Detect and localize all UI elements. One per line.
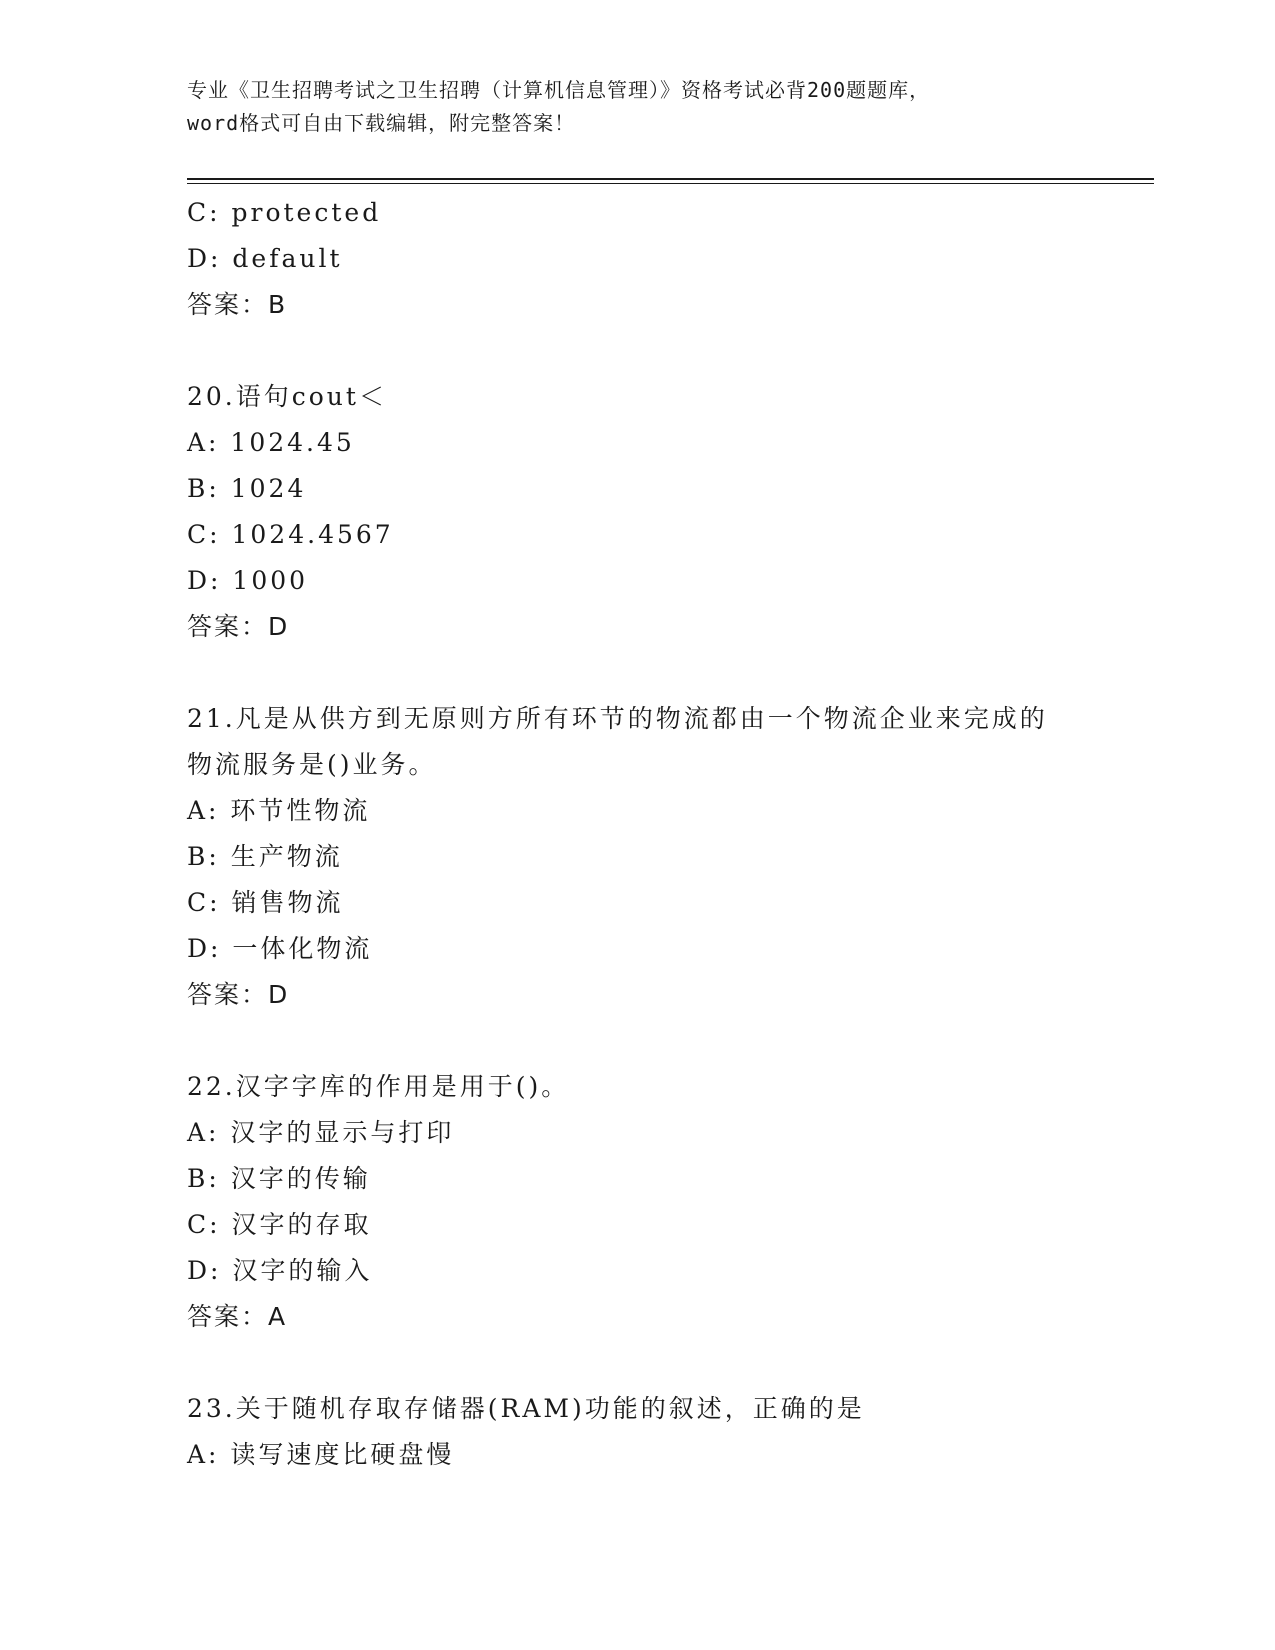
spacer — [187, 650, 1087, 696]
answer-line: 答案：D — [187, 980, 290, 1009]
question-stem: 22.汉字字库的作用是用于()。 — [187, 1072, 570, 1101]
question-21 — [187, 696, 1087, 1018]
question-list — [187, 190, 1087, 1478]
option-c: C: protected — [187, 198, 382, 227]
spacer — [187, 1340, 1087, 1386]
question-stem-line-1: 21.凡是从供方到无原则方所有环节的物流都由一个物流企业来完成的 — [187, 704, 1048, 733]
question-stem: 23.关于随机存取存储器(RAM)功能的叙述，正确的是 — [187, 1394, 865, 1423]
question-19-tail — [187, 190, 1087, 328]
question-23 — [187, 1386, 1087, 1478]
question-stem: 20.语句cout＜ — [187, 382, 387, 411]
header-title-line-2: word格式可自由下载编辑，附完整答案！ — [187, 111, 576, 135]
option-d: D: 汉字的输入 — [187, 1256, 373, 1285]
header-title-line-1: 专业《卫生招聘考试之卫生招聘（计算机信息管理）》资格考试必背200题题库， — [187, 78, 931, 102]
option-c: C: 1024.4567 — [187, 520, 394, 549]
option-b: B: 1024 — [187, 474, 307, 503]
answer-line: 答案：D — [187, 612, 290, 641]
option-c: C: 销售物流 — [187, 888, 344, 917]
option-a: A: 汉字的显示与打印 — [187, 1118, 455, 1147]
option-b: B: 汉字的传输 — [187, 1164, 371, 1193]
question-stem-line-2: 物流服务是()业务。 — [187, 750, 437, 779]
answer-line: 答案：B — [187, 290, 288, 319]
question-20 — [187, 374, 1087, 650]
spacer — [187, 328, 1087, 374]
option-b: B: 生产物流 — [187, 842, 343, 871]
answer-line: 答案：A — [187, 1302, 288, 1331]
option-d: D: 一体化物流 — [187, 934, 373, 963]
option-d: D: default — [187, 244, 343, 273]
question-22 — [187, 1064, 1087, 1340]
option-a: A: 环节性物流 — [187, 796, 371, 825]
option-a: A: 1024.45 — [187, 428, 355, 457]
document-header — [187, 74, 1087, 140]
header-divider-thick — [187, 178, 1154, 180]
spacer — [187, 1018, 1087, 1064]
option-a: A: 读写速度比硬盘慢 — [187, 1440, 455, 1469]
option-d: D: 1000 — [187, 566, 309, 595]
option-c: C: 汉字的存取 — [187, 1210, 372, 1239]
header-divider-thin — [187, 183, 1154, 184]
